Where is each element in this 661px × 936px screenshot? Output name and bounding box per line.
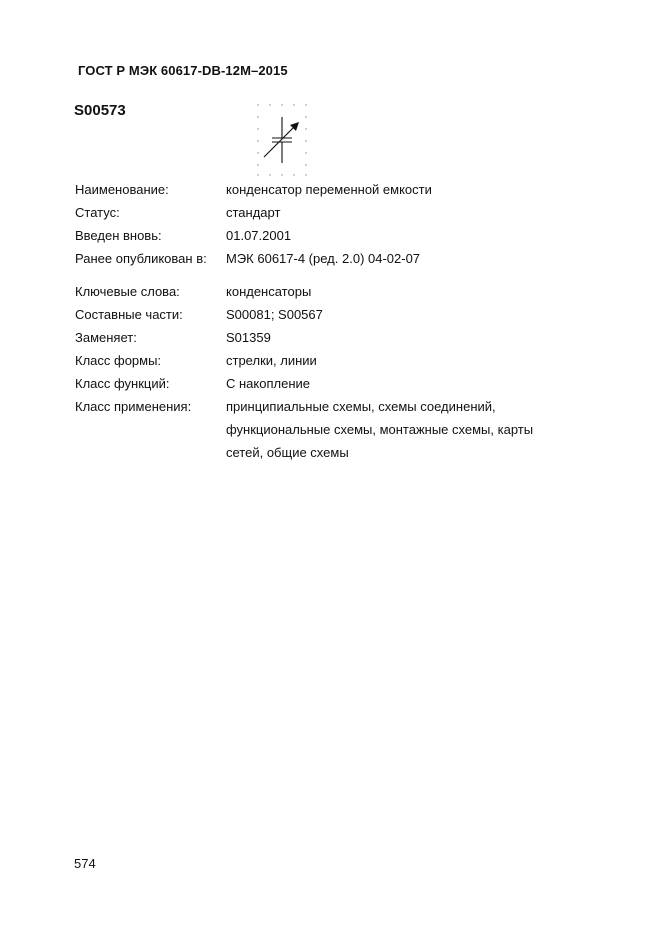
- field-value: С накопление: [226, 376, 310, 391]
- field-value: конденсаторы: [226, 284, 312, 299]
- field-row-previously-published: [75, 247, 595, 270]
- field-value: стандарт: [226, 205, 281, 220]
- page-number: 574: [74, 856, 96, 871]
- symbol-code: S00573: [74, 102, 126, 119]
- field-value: конденсатор переменной емкости: [226, 182, 432, 197]
- field-label: Класс функций:: [75, 376, 170, 391]
- field-row-shape-class: [75, 349, 595, 372]
- field-row-replaces: [75, 326, 595, 349]
- field-row-introduced: [75, 224, 595, 247]
- field-value: стрелки, линии: [226, 353, 317, 368]
- field-row-application-class: [75, 395, 595, 464]
- field-value: S01359: [226, 330, 271, 345]
- field-value: МЭК 60617-4 (ред. 2.0) 04-02-07: [226, 251, 421, 266]
- field-label: Класс формы:: [75, 353, 162, 368]
- field-label: Статус:: [75, 205, 120, 220]
- field-row-function-class: [75, 372, 595, 395]
- field-label: Ранее опубликован в:: [75, 251, 207, 266]
- field-label: Введен вновь:: [75, 228, 162, 243]
- field-value: S00081; S00567: [226, 307, 323, 322]
- field-row-keywords: [75, 280, 595, 303]
- field-label: Наименование:: [75, 182, 169, 197]
- variable-capacitor-icon: [252, 101, 310, 177]
- field-value-line: принципиальные схемы, схемы соединений,: [226, 399, 496, 414]
- field-label: Составные части:: [75, 307, 183, 322]
- field-row-components: [75, 303, 595, 326]
- attribute-table: [75, 178, 595, 464]
- field-label: Класс применения:: [75, 399, 192, 414]
- field-value: [226, 395, 595, 464]
- field-value-line: сетей, общие схемы: [226, 445, 349, 460]
- grid-dots: [257, 104, 306, 175]
- field-label: Ключевые слова:: [75, 284, 180, 299]
- document-header: ГОСТ Р МЭК 60617-DB-12M–2015: [78, 63, 288, 78]
- field-label: Заменяет:: [75, 330, 137, 345]
- field-value: 01.07.2001: [226, 228, 292, 243]
- field-row-status: [75, 201, 595, 224]
- field-value-line: функциональные схемы, монтажные схемы, карты: [226, 422, 534, 437]
- field-row-name: [75, 178, 595, 201]
- group-spacer: [75, 270, 595, 280]
